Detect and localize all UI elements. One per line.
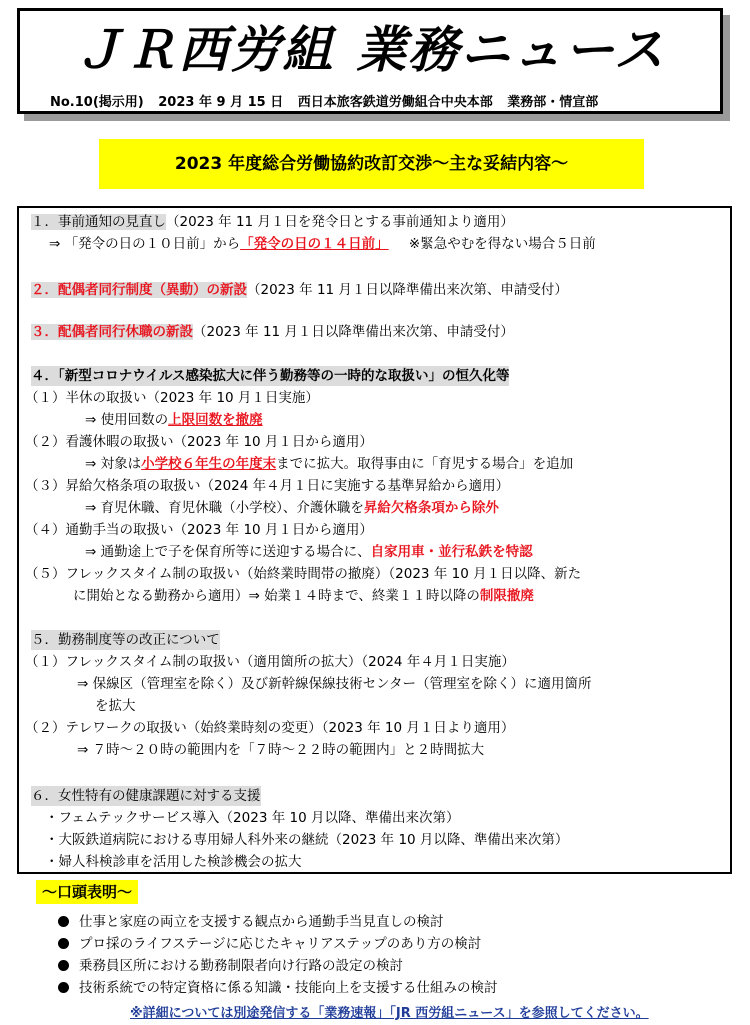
detail-highlight: 昇給欠格条項から除外 <box>363 500 499 516</box>
section-2-title: ２．配偶者同行制度（異動）の新設 <box>31 282 247 298</box>
section-1-detail <box>49 234 596 254</box>
section-3-heading <box>31 322 514 342</box>
section-5-item-1: （１）フレックスタイム制の取扱い（適用箇所の拡大）（2024 年４月１日実施） <box>25 654 515 670</box>
section-1-remark: ※緊急やむを得ない場合５日前 <box>408 236 596 252</box>
section-6-item-1: ・フェムテックサービス導入（2023 年 10 月以降、準備出来次第） <box>45 810 460 826</box>
main-content-box <box>17 206 732 874</box>
section-1-title: １．事前通知の見直し <box>31 214 166 230</box>
section-1-note: （2023 年 11 月１日を発令日とする事前通知より適用） <box>166 214 514 230</box>
section-1-heading <box>31 212 514 232</box>
detail-text: ⇒ 通勤途上で子を保育所等に送迎する場合に、 <box>85 544 371 560</box>
oral-item-text: 技術系統での特定資格に係る知識・技能向上を支援する仕組みの検討 <box>79 980 498 996</box>
detail-text: までに拡大。取得事由に「育児する場合」を追加 <box>276 456 574 472</box>
title-union: ＪＲ西労組 <box>74 21 335 79</box>
department: 業務部・情宣部 <box>507 95 599 110</box>
headline: 2023 年度総合労働協約改訂交渉～主な妥結内容～ <box>99 139 644 189</box>
detail-highlight: 小学校６年生の年度末 <box>141 456 277 472</box>
oral-item <box>58 978 498 998</box>
section-4-title: ４．「新型コロナウイルス感染拡大に伴う勤務等の一時的な取扱い」の恒久化等 <box>31 368 510 384</box>
detail-highlight: 自家用車・並行私鉄を特認 <box>370 544 533 560</box>
bullet-icon <box>58 982 69 993</box>
bullet-icon <box>58 960 69 971</box>
section-4-item-3: （３）昇給欠格条項の取扱い（2024 年４月１日に実施する基準昇給から適用） <box>25 478 510 494</box>
detail-text: ⇒ 育児休職、育児休職（小学校）、介護休職を <box>85 500 364 516</box>
oral-item <box>58 934 481 954</box>
title-news: 業務ニュース <box>356 21 666 79</box>
oral-item <box>58 912 444 932</box>
section-4-item-5: （５）フレックスタイム制の取扱い（始終業時間帯の撤廃）（2023 年 10 月１日以降、新た <box>25 566 582 582</box>
detail-highlight: 上限回数を撤廃 <box>168 412 263 428</box>
bullet-icon <box>58 916 69 927</box>
section-4-item-3-detail <box>85 498 499 518</box>
section-5-item-2: （２）テレワークの取扱い（始終業時刻の変更）（2023 年 10 月１日より適用） <box>25 720 515 736</box>
section-5-item-2-detail: ⇒ ７時～２０時の範囲内を「７時～２２時の範囲内」と２時間拡大 <box>77 742 485 758</box>
detail-text: ⇒ 対象は <box>85 456 142 472</box>
detail-highlight: 制限撤廃 <box>479 588 534 604</box>
oral-item-text: 乗務員区所における勤務制限者向け行路の設定の検討 <box>79 958 403 974</box>
section-3-title: ３．配偶者同行休職の新設 <box>31 324 193 340</box>
section-2-heading <box>31 280 568 300</box>
organization: 西日本旅客鉄道労働組合中央本部 <box>297 95 493 110</box>
section-5-title: ５．勤務制度等の改正について <box>31 632 220 648</box>
oral-item-text: 仕事と家庭の両立を支援する観点から通勤手当見直しの検討 <box>79 914 444 930</box>
header-subline <box>50 91 608 110</box>
issue-number: No.10(掲示用) <box>50 95 144 110</box>
issue-date: 2023 年 9 月 15 日 <box>158 95 284 110</box>
section-4-item-5-detail <box>73 586 534 606</box>
section-5-item-1-detail: ⇒ 保線区（管理室を除く）及び新幹線保線技術センター（管理室を除く）に適用箇所 <box>77 676 592 692</box>
section-4-item-4: （４）通勤手当の取扱い（2023 年 10 月１日から適用） <box>25 522 373 538</box>
section-3-note: （2023 年 11 月１日以降準備出来次第、申請受付） <box>193 324 514 340</box>
section-2-note: （2023 年 11 月１日以降準備出来次第、申請受付） <box>247 282 568 298</box>
section-4-item-1-detail <box>85 410 263 430</box>
oral-item-text: プロ採のライフステージに応じたキャリアステップのあり方の検討 <box>79 936 482 952</box>
section-6-item-2: ・大阪鉄道病院における専用婦人科外来の継続（2023 年 10 月以降、準備出来次第） <box>45 832 569 848</box>
footer-reference-note: ※詳細については別途発信する「業務速報」「JR 西労組ニュース」を参照してください。 <box>130 1006 649 1021</box>
section-1-highlight: 「発令の日の１４日前」 <box>240 236 389 252</box>
newsletter-title <box>20 15 720 85</box>
oral-item <box>58 956 403 976</box>
section-1-arrow: ⇒ 「発令の日の１０日前」から <box>49 236 241 252</box>
bullet-icon <box>58 938 69 949</box>
section-4-item-1: （１）半休の取扱い（2023 年 10 月１日実施） <box>25 390 319 406</box>
section-4-item-2: （２）看護休暇の取扱い（2023 年 10 月１日から適用） <box>25 434 373 450</box>
detail-text: に開始となる勤務から適用）⇒ 始業１４時まで、終業１１時以降の <box>73 588 480 604</box>
header-box <box>17 8 723 114</box>
section-4-item-2-detail <box>85 454 573 474</box>
section-5-item-1-detail-cont: を拡大 <box>95 698 136 714</box>
section-6-title: ６．女性特有の健康課題に対する支援 <box>31 788 261 804</box>
section-4-item-4-detail <box>85 542 533 562</box>
oral-statement-title: ～口頭表明～ <box>36 880 138 904</box>
section-6-item-3: ・婦人科検診車を活用した検診機会の拡大 <box>45 854 302 870</box>
detail-text: ⇒ 使用回数の <box>85 412 169 428</box>
